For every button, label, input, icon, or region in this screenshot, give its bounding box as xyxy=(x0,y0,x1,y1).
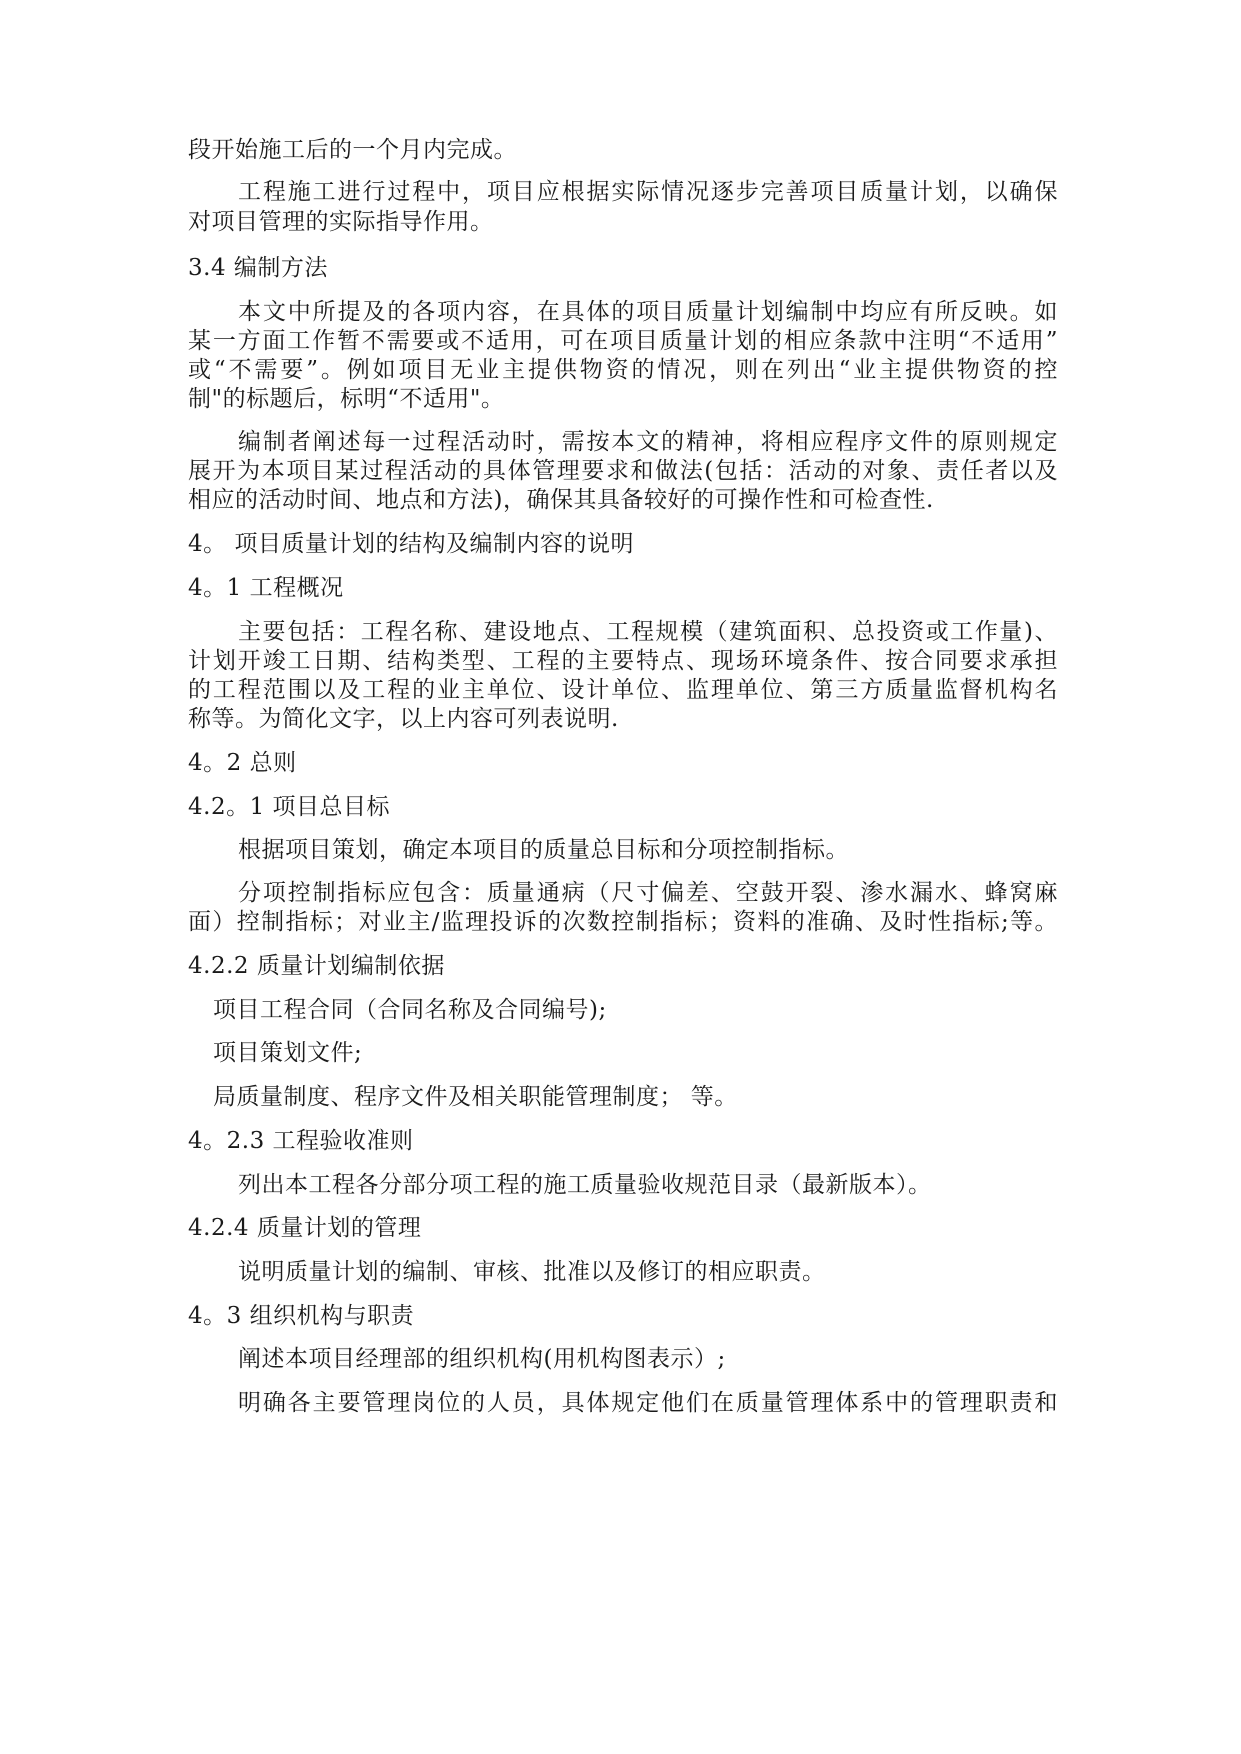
paragraph-line: 明确各主要管理岗位的人员，具体规定他们在质量管理体系中的管理职责和 xyxy=(238,1390,1058,1416)
section-heading: 3.4 编制方法 xyxy=(188,255,328,281)
paragraph-line: 列出本工程各分部分项工程的施工质量验收规范目录（最新版本）。 xyxy=(238,1172,932,1198)
section-heading: 4。2.3 工程验收准则 xyxy=(188,1128,414,1154)
section-heading: 4.2。1 项目总目标 xyxy=(188,794,391,820)
paragraph-line: 或“不需要”。例如项目无业主提供物资的情况，则在列出“业主提供物资的控 xyxy=(188,357,1058,383)
section-heading: 4。2 总则 xyxy=(188,750,297,776)
section-heading: 4。 项目质量计划的结构及编制内容的说明 xyxy=(188,531,634,557)
section-heading: 4。1 工程概况 xyxy=(188,575,344,601)
list-item: 项目工程合同（合同名称及合同编号); xyxy=(213,997,607,1023)
list-item: 局质量制度、程序文件及相关职能管理制度； 等。 xyxy=(213,1084,738,1110)
paragraph-line: 分项控制指标应包含：质量通病（尺寸偏差、空鼓开裂、渗水漏水、蜂窝麻 xyxy=(238,880,1058,906)
section-heading: 4.2.2 质量计划编制依据 xyxy=(188,953,445,979)
paragraph-line: 本文中所提及的各项内容，在具体的项目质量计划编制中均应有所反映。如 xyxy=(238,299,1058,325)
paragraph-line: 对项目管理的实际指导作用。 xyxy=(188,209,494,235)
paragraph-line: 说明质量计划的编制、审核、批准以及修订的相应职责。 xyxy=(238,1259,826,1285)
paragraph-line: 段开始施工后的一个月内完成。 xyxy=(188,137,517,163)
paragraph-line: 的工程范围以及工程的业主单位、设计单位、监理单位、第三方质量监督机构名 xyxy=(188,677,1058,703)
paragraph-line: 称等。为简化文字，以上内容可列表说明. xyxy=(188,706,619,732)
paragraph-line: 展开为本项目某过程活动的具体管理要求和做法(包括：活动的对象、责任者以及 xyxy=(188,458,1058,484)
section-heading: 4.2.4 质量计划的管理 xyxy=(188,1215,422,1241)
paragraph-line: 根据项目策划，确定本项目的质量总目标和分项控制指标。 xyxy=(238,837,849,863)
paragraph-line: 某一方面工作暂不需要或不适用，可在项目质量计划的相应条款中注明“不适用” xyxy=(188,328,1058,354)
paragraph-line: 制"的标题后，标明“不适用"。 xyxy=(188,386,505,412)
paragraph-line: 面）控制指标；对业主/监理投诉的次数控制指标；资料的准确、及时性指标;等。 xyxy=(188,909,1058,935)
section-heading: 4。3 组织机构与职责 xyxy=(188,1303,415,1329)
paragraph-line: 计划开竣工日期、结构类型、工程的主要特点、现场环境条件、按合同要求承担 xyxy=(188,648,1058,674)
paragraph-line: 相应的活动时间、地点和方法)，确保其具备较好的可操作性和可检查性. xyxy=(188,487,934,513)
paragraph-line: 阐述本项目经理部的组织机构(用机构图表示）; xyxy=(238,1346,726,1372)
paragraph-line: 主要包括：工程名称、建设地点、工程规模（建筑面积、总投资或工作量)、 xyxy=(238,619,1058,645)
paragraph-line: 工程施工进行过程中，项目应根据实际情况逐步完善项目质量计划，以确保 xyxy=(238,179,1058,205)
paragraph-line: 编制者阐述每一过程活动时，需按本文的精神，将相应程序文件的原则规定 xyxy=(238,429,1058,455)
list-item: 项目策划文件; xyxy=(213,1040,363,1066)
